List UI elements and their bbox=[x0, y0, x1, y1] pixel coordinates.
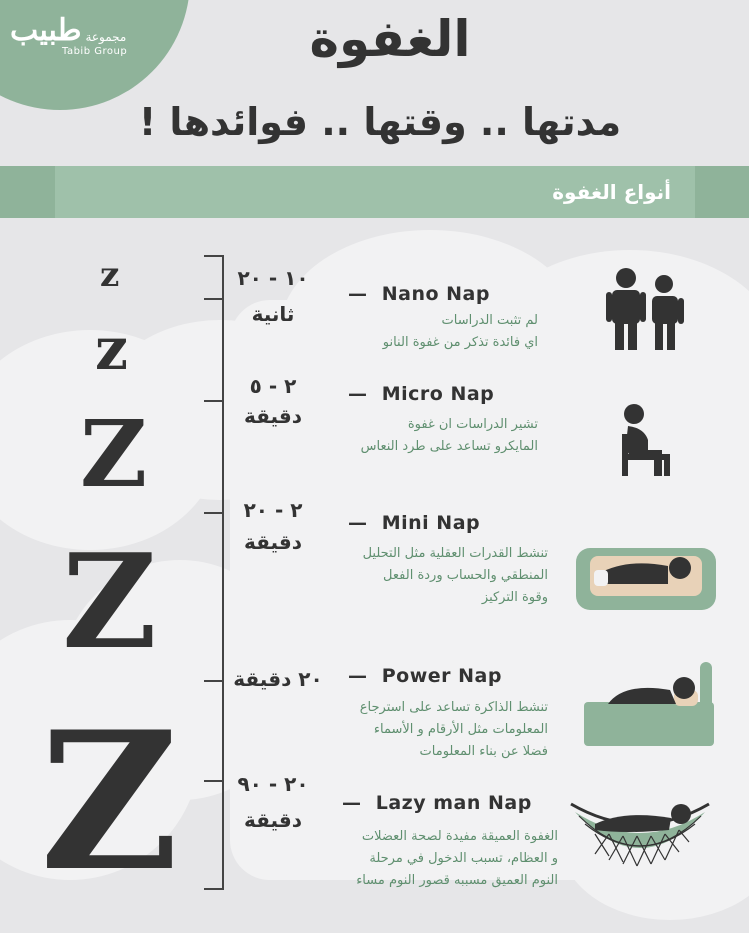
nap-description bbox=[300, 414, 538, 458]
nap-desc-line: لم تثبت الدراسات bbox=[441, 313, 538, 328]
section-label: أنواع الغفوة bbox=[552, 180, 671, 204]
z-letter: Z bbox=[62, 525, 157, 678]
timeline-tick bbox=[204, 680, 224, 682]
nap-duration-unit: ثانية bbox=[251, 302, 295, 326]
nap-name-text: Micro Nap bbox=[381, 383, 495, 405]
standing-people-icon bbox=[602, 266, 688, 352]
nap-duration-value: ٢٠ - ٩٠ bbox=[237, 772, 309, 796]
person-hammock-icon bbox=[565, 784, 715, 874]
timeline-tick bbox=[204, 888, 224, 890]
nap-desc-line: تنشط القدرات العقلية مثل التحليل bbox=[362, 546, 548, 561]
nap-duration-value: ٢ - ٢٠ bbox=[243, 498, 303, 522]
nap-description bbox=[290, 826, 558, 892]
section-band bbox=[0, 166, 749, 218]
nap-duration-value: ٢ - ٥ bbox=[249, 374, 297, 398]
timeline-tick bbox=[204, 255, 224, 257]
person-lying-bed-icon bbox=[584, 660, 714, 746]
nap-desc-line: و العظام، تسبب الدخول في مرحلة bbox=[369, 851, 558, 866]
logo-main-text: طبيب bbox=[10, 13, 82, 48]
z-letter: z bbox=[95, 315, 128, 383]
timeline-tick bbox=[204, 298, 224, 300]
nap-desc-line: فضلا عن بناء المعلومات bbox=[419, 744, 548, 759]
nap-description bbox=[290, 697, 548, 763]
nap-name-nano: — Nano Nap bbox=[348, 283, 490, 305]
nap-duration-unit: دقيقة bbox=[243, 404, 303, 428]
nap-name-power: — Power Nap bbox=[348, 665, 502, 687]
nap-desc-line: الغفوة العميقة مفيدة لصحة العضلات bbox=[361, 829, 558, 844]
logo-sub-text: مجموعة bbox=[85, 30, 127, 44]
nap-description bbox=[300, 310, 538, 354]
nap-name-text: Mini Nap bbox=[381, 512, 481, 534]
nap-duration-value: ١٠ - ٢٠ bbox=[237, 266, 309, 290]
timeline-bracket bbox=[204, 255, 224, 890]
nap-name-text: Lazy man Nap bbox=[375, 792, 532, 814]
nap-duration-unit: دقيقة bbox=[243, 530, 303, 554]
z-letter: Z bbox=[40, 690, 179, 913]
timeline-tick bbox=[204, 400, 224, 402]
nap-desc-line: المايكرو تساعد على طرد النعاس bbox=[360, 439, 538, 454]
person-sitting-chair-icon bbox=[618, 400, 678, 478]
nap-desc-line: المعلومات مثل الأرقام و الأسماء bbox=[373, 722, 548, 737]
nap-duration-unit: دقيقة bbox=[243, 808, 303, 832]
nap-duration-value: ٢٠ دقيقة bbox=[233, 667, 323, 691]
nap-desc-line: النوم العميق مسببه قصور النوم مساء bbox=[356, 873, 558, 888]
logo bbox=[10, 13, 128, 57]
page-title: الغفوة bbox=[309, 10, 471, 68]
timeline-tick bbox=[204, 780, 224, 782]
person-lying-sofa-icon bbox=[576, 530, 716, 610]
page-subtitle: مدتها .. وقتها .. فوائدها ! bbox=[138, 100, 622, 144]
timeline-tick bbox=[204, 512, 224, 514]
nap-desc-line: المنطقي والحساب وردة الفعل bbox=[383, 568, 548, 583]
nap-name-text: Nano Nap bbox=[381, 283, 490, 305]
nap-desc-line: اي فائدة تذكر من غفوة النانو bbox=[382, 335, 538, 350]
nap-desc-line: تنشط الذاكرة تساعد على استرجاع bbox=[359, 700, 548, 715]
nap-name-text: Power Nap bbox=[381, 665, 502, 687]
z-letter: z bbox=[100, 255, 120, 295]
logo-english-text: Tabib Group bbox=[62, 46, 128, 57]
nap-description bbox=[290, 543, 548, 609]
nap-name-micro: — Micro Nap bbox=[348, 383, 495, 405]
nap-name-mini: — Mini Nap bbox=[348, 512, 481, 534]
nap-name-lazy: — Lazy man Nap bbox=[342, 792, 532, 814]
nap-duration bbox=[228, 772, 318, 832]
z-letter: Z bbox=[80, 400, 148, 508]
section-band-inner bbox=[55, 166, 695, 218]
nap-duration bbox=[228, 667, 328, 691]
nap-desc-line: تشير الدراسات ان غفوة bbox=[407, 417, 538, 432]
nap-desc-line: وقوة التركيز bbox=[481, 590, 548, 605]
